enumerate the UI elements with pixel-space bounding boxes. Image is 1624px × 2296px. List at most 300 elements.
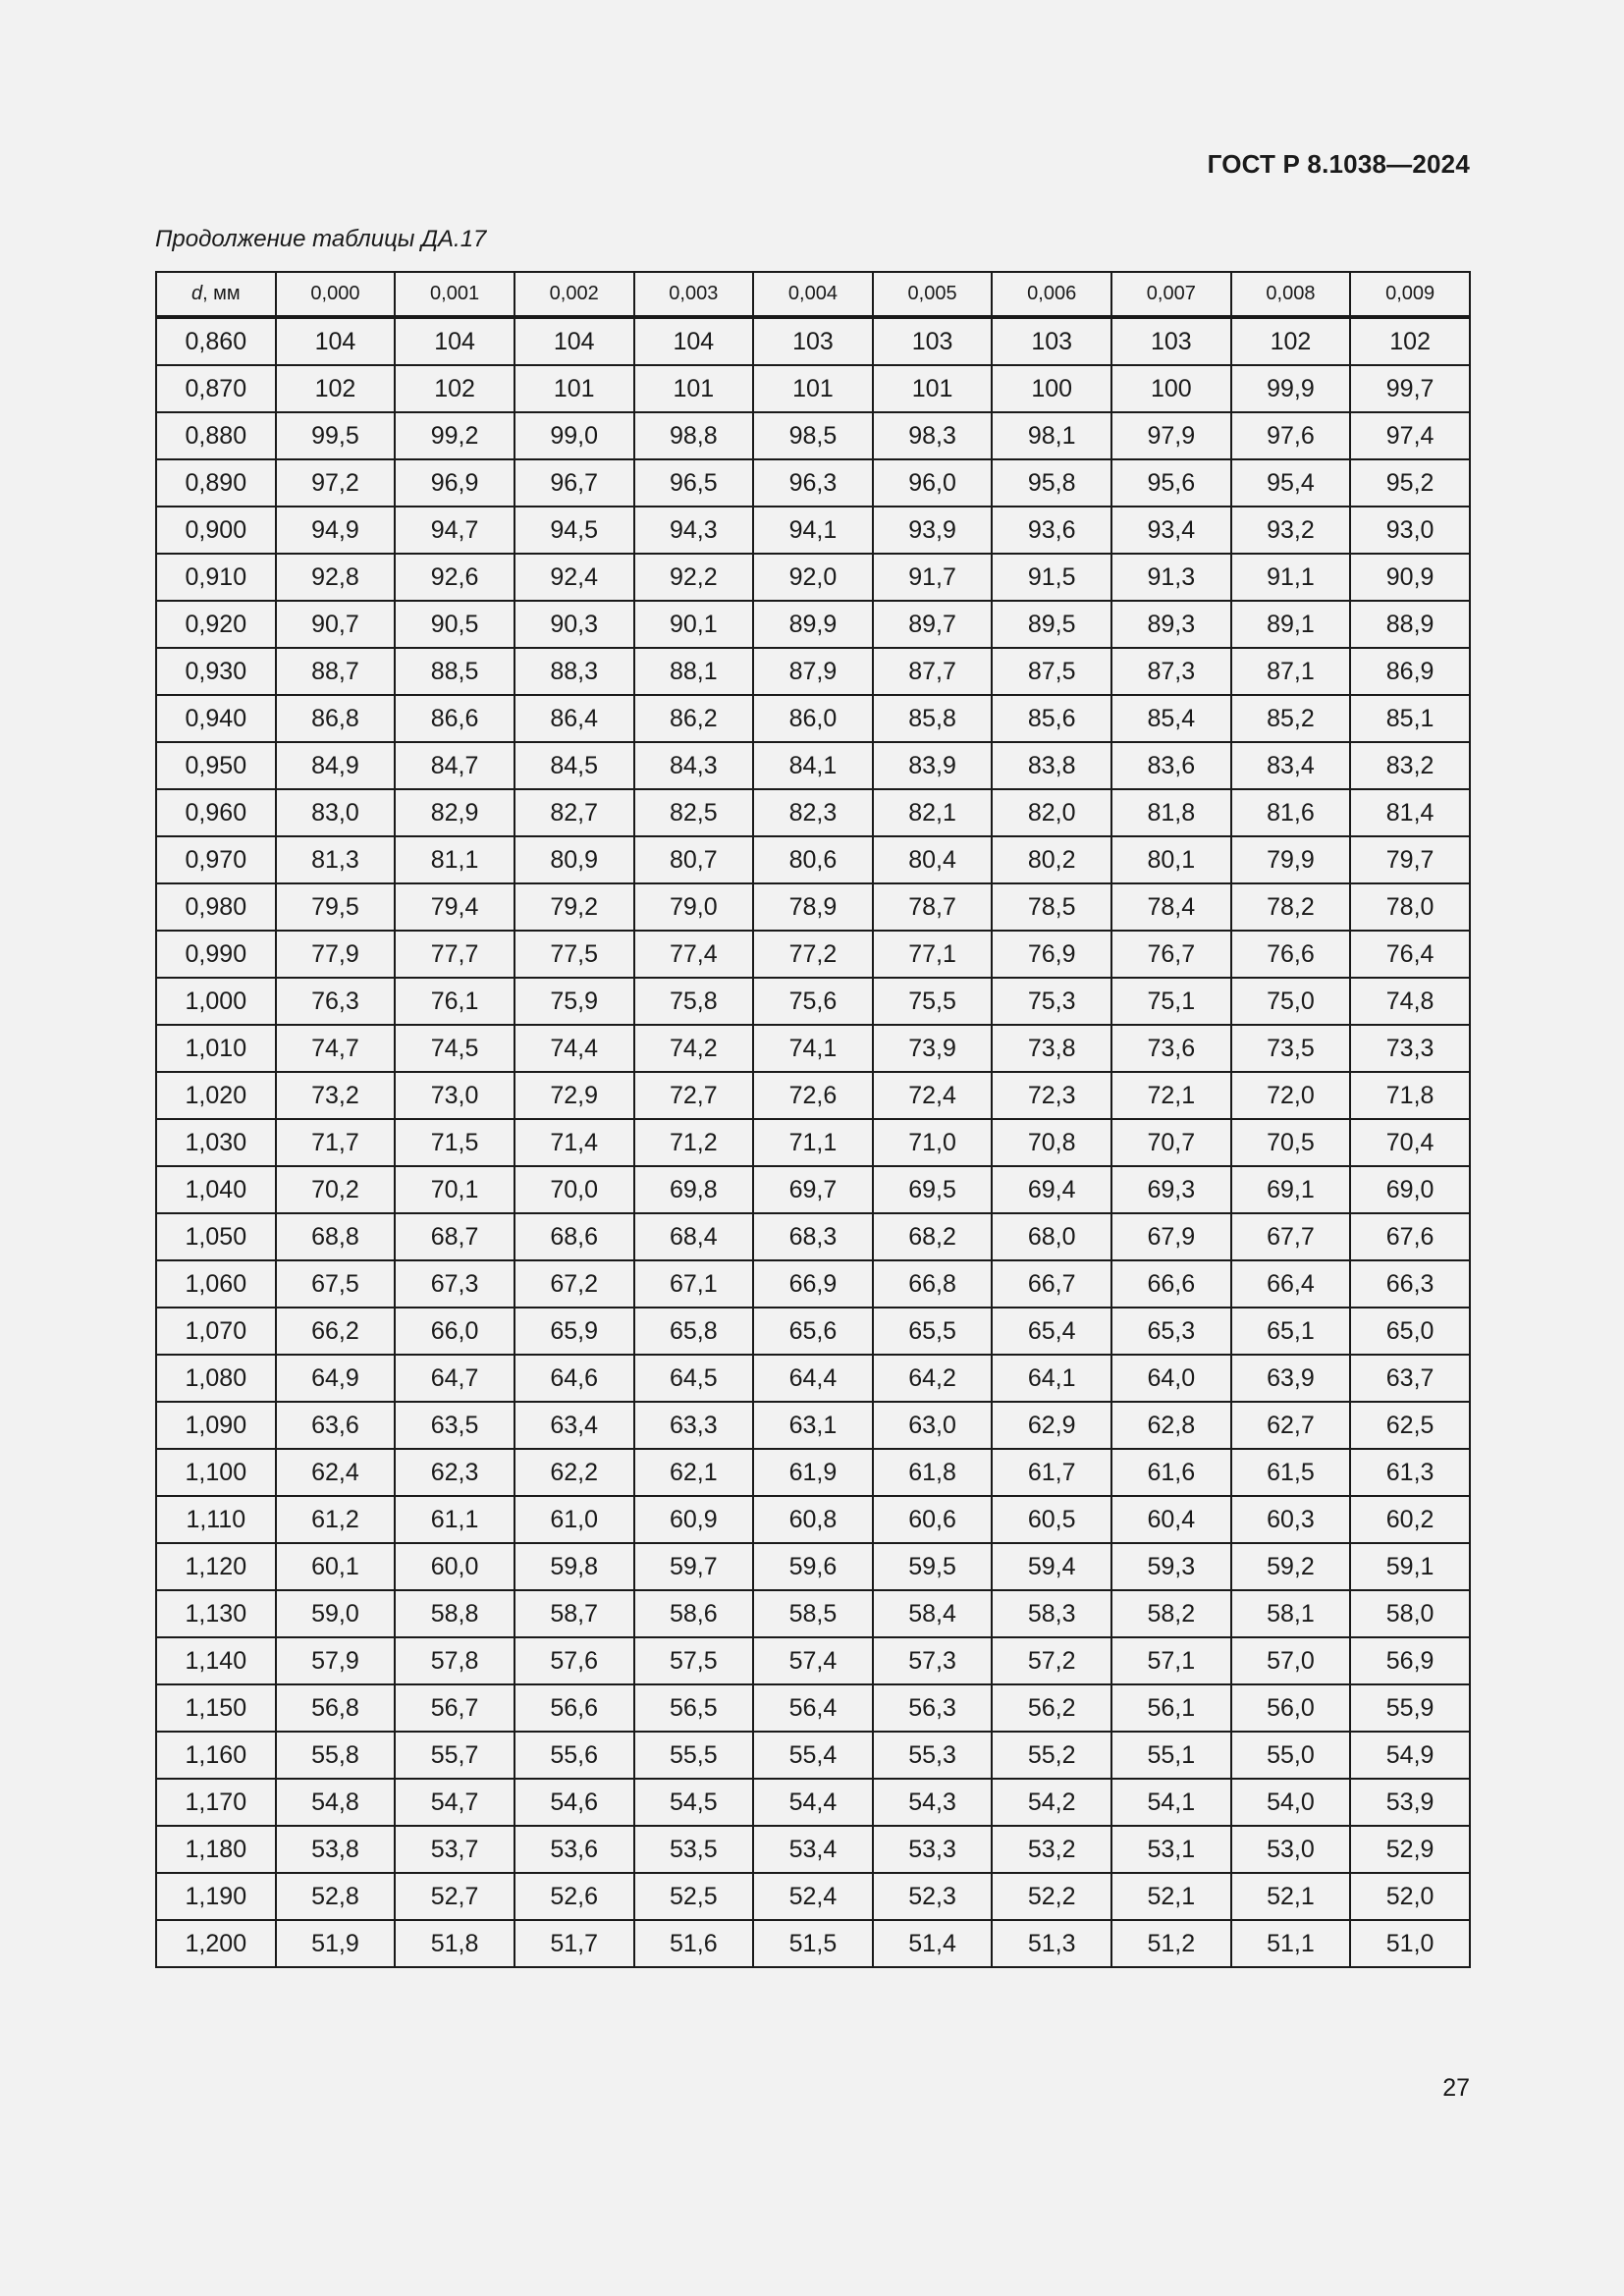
table-cell: 97,4 [1350,412,1470,459]
table-cell: 95,6 [1111,459,1231,507]
table-cell: 70,4 [1350,1119,1470,1166]
column-header: 0,006 [992,272,1111,317]
table-cell: 61,0 [514,1496,634,1543]
table-cell: 91,7 [873,554,993,601]
table-cell: 82,5 [634,789,754,836]
table-cell: 88,7 [276,648,396,695]
table-cell: 66,2 [276,1308,396,1355]
table-cell: 69,4 [992,1166,1111,1213]
table-cell: 64,2 [873,1355,993,1402]
table-cell: 97,2 [276,459,396,507]
table-cell: 52,1 [1231,1873,1351,1920]
table-cell: 87,5 [992,648,1111,695]
table-cell: 62,5 [1350,1402,1470,1449]
table-cell: 62,8 [1111,1402,1231,1449]
table-cell: 61,2 [276,1496,396,1543]
table-row [156,1072,1470,1119]
table-cell: 51,9 [276,1920,396,1967]
table-cell: 83,0 [276,789,396,836]
table-cell: 74,5 [395,1025,514,1072]
table-cell: 53,9 [1350,1779,1470,1826]
table-cell: 85,1 [1350,695,1470,742]
table-cell: 52,8 [276,1873,396,1920]
table-cell: 58,5 [753,1590,873,1637]
column-header: 0,009 [1350,272,1470,317]
row-header-d: 0,980 [156,883,276,931]
table-cell: 72,6 [753,1072,873,1119]
table-cell: 52,3 [873,1873,993,1920]
table-row [156,317,1470,365]
table-cell: 64,5 [634,1355,754,1402]
table-cell: 53,7 [395,1826,514,1873]
table-cell: 86,6 [395,695,514,742]
table-cell: 95,4 [1231,459,1351,507]
table-cell: 55,5 [634,1732,754,1779]
table-cell: 59,3 [1111,1543,1231,1590]
table-cell: 55,9 [1350,1684,1470,1732]
table-cell: 55,8 [276,1732,396,1779]
table-cell: 66,7 [992,1260,1111,1308]
table-cell: 72,4 [873,1072,993,1119]
table-cell: 83,9 [873,742,993,789]
table-cell: 66,9 [753,1260,873,1308]
table-cell: 85,8 [873,695,993,742]
table-cell: 99,9 [1231,365,1351,412]
table-cell: 96,0 [873,459,993,507]
table-cell: 78,2 [1231,883,1351,931]
table-row [156,1355,1470,1402]
table-cell: 51,8 [395,1920,514,1967]
table-cell: 96,5 [634,459,754,507]
table-cell: 75,8 [634,978,754,1025]
table-cell: 59,8 [514,1543,634,1590]
table-cell: 72,9 [514,1072,634,1119]
table-cell: 85,2 [1231,695,1351,742]
table-cell: 97,9 [1111,412,1231,459]
table-cell: 62,2 [514,1449,634,1496]
table-header [156,272,1470,317]
table-cell: 52,2 [992,1873,1111,1920]
table-cell: 62,4 [276,1449,396,1496]
table-cell: 67,6 [1350,1213,1470,1260]
table-row [156,1543,1470,1590]
table-cell: 74,8 [1350,978,1470,1025]
table-cell: 53,3 [873,1826,993,1873]
table-cell: 102 [1231,317,1351,365]
table-cell: 58,6 [634,1590,754,1637]
table-cell: 59,2 [1231,1543,1351,1590]
table-cell: 102 [395,365,514,412]
table-cell: 96,3 [753,459,873,507]
table-cell: 68,3 [753,1213,873,1260]
table-cell: 52,7 [395,1873,514,1920]
table-cell: 77,5 [514,931,634,978]
table-cell: 88,1 [634,648,754,695]
table-cell: 55,2 [992,1732,1111,1779]
table-cell: 53,4 [753,1826,873,1873]
table-cell: 79,5 [276,883,396,931]
column-header-unit: , мм [202,283,241,304]
table-cell: 78,5 [992,883,1111,931]
table-cell: 57,5 [634,1637,754,1684]
table-caption: Продолжение таблицы ДА.17 [155,226,487,252]
table-cell: 70,7 [1111,1119,1231,1166]
table-cell: 95,2 [1350,459,1470,507]
table-cell: 91,1 [1231,554,1351,601]
table-cell: 104 [276,317,396,365]
table-cell: 57,3 [873,1637,993,1684]
row-header-d: 1,040 [156,1166,276,1213]
table-cell: 81,4 [1350,789,1470,836]
table-cell: 73,8 [992,1025,1111,1072]
table-cell: 57,9 [276,1637,396,1684]
table-cell: 86,2 [634,695,754,742]
row-header-d: 1,170 [156,1779,276,1826]
table-cell: 55,7 [395,1732,514,1779]
table-cell: 74,7 [276,1025,396,1072]
table-row [156,883,1470,931]
table-cell: 59,7 [634,1543,754,1590]
row-header-d: 1,100 [156,1449,276,1496]
table-cell: 83,4 [1231,742,1351,789]
table-cell: 90,9 [1350,554,1470,601]
table-cell: 80,1 [1111,836,1231,883]
table-cell: 59,6 [753,1543,873,1590]
table-cell: 61,8 [873,1449,993,1496]
table-cell: 94,1 [753,507,873,554]
table-cell: 58,3 [992,1590,1111,1637]
row-header-d: 0,880 [156,412,276,459]
table-cell: 54,9 [1350,1732,1470,1779]
table-cell: 75,6 [753,978,873,1025]
table-cell: 54,8 [276,1779,396,1826]
table-cell: 56,3 [873,1684,993,1732]
table-row [156,365,1470,412]
table-cell: 71,4 [514,1119,634,1166]
table-cell: 53,2 [992,1826,1111,1873]
table-cell: 80,7 [634,836,754,883]
table-cell: 58,1 [1231,1590,1351,1637]
table-cell: 88,3 [514,648,634,695]
table-cell: 62,9 [992,1402,1111,1449]
table-cell: 67,9 [1111,1213,1231,1260]
table-cell: 89,7 [873,601,993,648]
table-cell: 65,3 [1111,1308,1231,1355]
table-cell: 66,8 [873,1260,993,1308]
table-row [156,1449,1470,1496]
table-cell: 98,8 [634,412,754,459]
table-cell: 54,3 [873,1779,993,1826]
row-header-d: 0,930 [156,648,276,695]
row-header-d: 0,860 [156,317,276,365]
table-row [156,1779,1470,1826]
table-cell: 54,4 [753,1779,873,1826]
table-cell: 59,0 [276,1590,396,1637]
table-cell: 51,2 [1111,1920,1231,1967]
table-cell: 65,9 [514,1308,634,1355]
table-cell: 65,1 [1231,1308,1351,1355]
table-cell: 87,1 [1231,648,1351,695]
table-cell: 54,1 [1111,1779,1231,1826]
table-cell: 86,9 [1350,648,1470,695]
table-cell: 64,0 [1111,1355,1231,1402]
table-cell: 66,0 [395,1308,514,1355]
table-cell: 63,0 [873,1402,993,1449]
table-cell: 71,5 [395,1119,514,1166]
table-cell: 52,4 [753,1873,873,1920]
column-header: 0,003 [634,272,754,317]
table-cell: 85,6 [992,695,1111,742]
table-cell: 63,4 [514,1402,634,1449]
table-cell: 66,6 [1111,1260,1231,1308]
table-cell: 99,2 [395,412,514,459]
column-header: 0,002 [514,272,634,317]
table-cell: 81,1 [395,836,514,883]
table-cell: 57,6 [514,1637,634,1684]
table-cell: 86,8 [276,695,396,742]
table-row [156,1260,1470,1308]
table-cell: 87,3 [1111,648,1231,695]
table-cell: 94,7 [395,507,514,554]
table-cell: 88,9 [1350,601,1470,648]
table-cell: 68,6 [514,1213,634,1260]
table-cell: 80,9 [514,836,634,883]
table-cell: 66,4 [1231,1260,1351,1308]
table-cell: 93,2 [1231,507,1351,554]
row-header-d: 1,060 [156,1260,276,1308]
table-cell: 77,4 [634,931,754,978]
table-cell: 85,4 [1111,695,1231,742]
table-cell: 59,1 [1350,1543,1470,1590]
table-cell: 101 [514,365,634,412]
table-cell: 57,8 [395,1637,514,1684]
row-header-d: 0,900 [156,507,276,554]
row-header-d: 1,150 [156,1684,276,1732]
table-cell: 63,6 [276,1402,396,1449]
row-header-d: 1,130 [156,1590,276,1637]
table-cell: 67,7 [1231,1213,1351,1260]
table-cell: 66,3 [1350,1260,1470,1308]
table-cell: 73,5 [1231,1025,1351,1072]
table-cell: 75,5 [873,978,993,1025]
table-cell: 84,7 [395,742,514,789]
table-cell: 51,5 [753,1920,873,1967]
table-cell: 77,7 [395,931,514,978]
table-cell: 57,0 [1231,1637,1351,1684]
table-cell: 73,9 [873,1025,993,1072]
table-cell: 69,7 [753,1166,873,1213]
table-cell: 60,3 [1231,1496,1351,1543]
row-header-d: 1,200 [156,1920,276,1967]
table-cell: 61,9 [753,1449,873,1496]
table-cell: 87,9 [753,648,873,695]
row-header-d: 1,000 [156,978,276,1025]
table-cell: 87,7 [873,648,993,695]
table-cell: 75,9 [514,978,634,1025]
table-cell: 74,4 [514,1025,634,1072]
table-cell: 73,6 [1111,1025,1231,1072]
table-cell: 78,0 [1350,883,1470,931]
table-cell: 82,7 [514,789,634,836]
table-cell: 72,0 [1231,1072,1351,1119]
table-cell: 79,7 [1350,836,1470,883]
table-cell: 57,1 [1111,1637,1231,1684]
table-cell: 79,9 [1231,836,1351,883]
table-cell: 97,6 [1231,412,1351,459]
table-cell: 80,6 [753,836,873,883]
table-cell: 83,8 [992,742,1111,789]
table-cell: 69,8 [634,1166,754,1213]
table-cell: 56,1 [1111,1684,1231,1732]
table-cell: 62,7 [1231,1402,1351,1449]
table-cell: 101 [753,365,873,412]
table-row [156,695,1470,742]
table-cell: 55,1 [1111,1732,1231,1779]
table-cell: 76,7 [1111,931,1231,978]
table-cell: 54,2 [992,1779,1111,1826]
table-cell: 68,8 [276,1213,396,1260]
table-cell: 52,6 [514,1873,634,1920]
table-row [156,554,1470,601]
table-cell: 60,1 [276,1543,396,1590]
table-cell: 61,7 [992,1449,1111,1496]
table-cell: 51,7 [514,1920,634,1967]
table-cell: 95,8 [992,459,1111,507]
table-row [156,1920,1470,1967]
table-cell: 79,2 [514,883,634,931]
table-cell: 101 [634,365,754,412]
table-cell: 69,0 [1350,1166,1470,1213]
table-cell: 104 [395,317,514,365]
table-cell: 64,1 [992,1355,1111,1402]
table-cell: 60,5 [992,1496,1111,1543]
table-cell: 71,1 [753,1119,873,1166]
row-header-d: 1,180 [156,1826,276,1873]
table-cell: 51,1 [1231,1920,1351,1967]
table-row [156,789,1470,836]
table-cell: 64,9 [276,1355,396,1402]
table-cell: 54,6 [514,1779,634,1826]
table-cell: 70,5 [1231,1119,1351,1166]
table-cell: 63,7 [1350,1355,1470,1402]
table-cell: 96,9 [395,459,514,507]
table-cell: 76,1 [395,978,514,1025]
table-row [156,1166,1470,1213]
table-cell: 62,1 [634,1449,754,1496]
table-cell: 99,5 [276,412,396,459]
table-cell: 60,2 [1350,1496,1470,1543]
table-cell: 74,2 [634,1025,754,1072]
row-header-d: 1,140 [156,1637,276,1684]
row-header-d: 0,960 [156,789,276,836]
column-header: 0,000 [276,272,396,317]
table-cell: 89,3 [1111,601,1231,648]
table-cell: 98,3 [873,412,993,459]
table-cell: 98,5 [753,412,873,459]
table-cell: 63,1 [753,1402,873,1449]
table-cell: 51,4 [873,1920,993,1967]
table-cell: 94,9 [276,507,396,554]
table-cell: 94,3 [634,507,754,554]
table-cell: 60,0 [395,1543,514,1590]
table-cell: 54,0 [1231,1779,1351,1826]
table-cell: 51,0 [1350,1920,1470,1967]
table-cell: 54,7 [395,1779,514,1826]
table-cell: 89,9 [753,601,873,648]
table-cell: 61,6 [1111,1449,1231,1496]
table-cell: 92,6 [395,554,514,601]
table-cell: 53,0 [1231,1826,1351,1873]
table-cell: 58,8 [395,1590,514,1637]
table-cell: 54,5 [634,1779,754,1826]
table-cell: 88,5 [395,648,514,695]
column-header-d [156,272,276,317]
table-container [155,271,1471,1968]
table-cell: 98,1 [992,412,1111,459]
table-cell: 60,6 [873,1496,993,1543]
table-cell: 90,5 [395,601,514,648]
table-row [156,1496,1470,1543]
table-cell: 83,6 [1111,742,1231,789]
table-cell: 102 [276,365,396,412]
table-cell: 72,1 [1111,1072,1231,1119]
table-cell: 75,0 [1231,978,1351,1025]
table-cell: 56,7 [395,1684,514,1732]
table-cell: 60,8 [753,1496,873,1543]
table-cell: 77,1 [873,931,993,978]
table-cell: 55,3 [873,1732,993,1779]
table-cell: 94,5 [514,507,634,554]
table-cell: 93,9 [873,507,993,554]
row-header-d: 1,090 [156,1402,276,1449]
table-cell: 90,3 [514,601,634,648]
table-cell: 70,0 [514,1166,634,1213]
table-cell: 72,7 [634,1072,754,1119]
table-cell: 67,1 [634,1260,754,1308]
row-header-d: 1,110 [156,1496,276,1543]
table-cell: 92,8 [276,554,396,601]
table-cell: 56,2 [992,1684,1111,1732]
table-cell: 104 [514,317,634,365]
table-cell: 103 [753,317,873,365]
table-row [156,459,1470,507]
table-cell: 101 [873,365,993,412]
table-cell: 58,7 [514,1590,634,1637]
table-row [156,1732,1470,1779]
table-cell: 78,4 [1111,883,1231,931]
table-cell: 84,3 [634,742,754,789]
table-row [156,1637,1470,1684]
column-header: 0,007 [1111,272,1231,317]
row-header-d: 1,020 [156,1072,276,1119]
table-cell: 70,8 [992,1119,1111,1166]
table-cell: 53,1 [1111,1826,1231,1873]
table-cell: 78,7 [873,883,993,931]
table-cell: 64,6 [514,1355,634,1402]
table-cell: 81,6 [1231,789,1351,836]
table-row [156,648,1470,695]
table-cell: 60,9 [634,1496,754,1543]
table-cell: 100 [1111,365,1231,412]
table-cell: 73,2 [276,1072,396,1119]
table-cell: 71,2 [634,1119,754,1166]
table-row [156,836,1470,883]
table-cell: 86,4 [514,695,634,742]
table-cell: 56,6 [514,1684,634,1732]
table-cell: 73,3 [1350,1025,1470,1072]
table-cell: 64,7 [395,1355,514,1402]
table-cell: 65,6 [753,1308,873,1355]
